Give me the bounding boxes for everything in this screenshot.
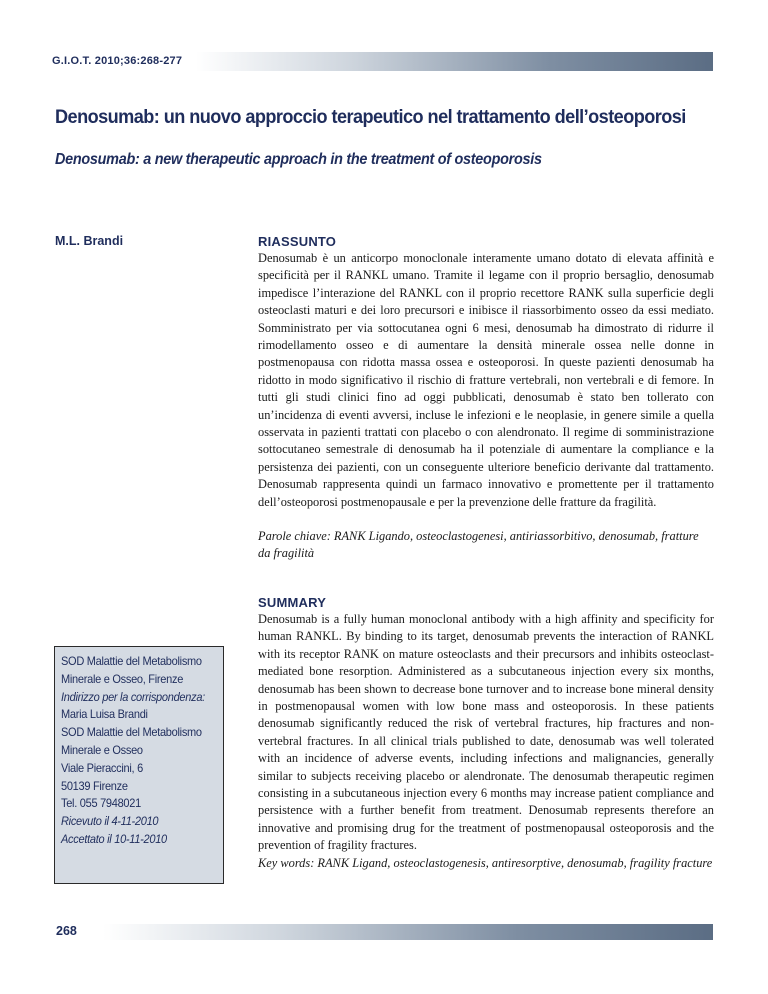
correspondence-street: Viale Pieraccini, 6 (61, 761, 143, 775)
received-date: Ricevuto il 4-11-2010 (61, 815, 159, 829)
correspondence-box (54, 646, 224, 884)
correspondence-dept: SOD Malattie del Metabolismo (61, 726, 202, 740)
riassunto-text: Denosumab è un anticorpo monoclonale interamente umano dotato di elevata affinità e specificità per il RANKL umano. Tramite il legame con il proprio bersaglio, denosumab impedisce l’interazione del RANKL con il proprio recettore RANK sulla superficie degli osteoclasti maturi e dei loro precursori e inibisce il riassorbimento osseo da essi mediato. Somministrato per via sottocutanea ogni 6 mesi, denosumab ha dimostrato di ridurre il rimodellamento osseo e di aumentare la densità minerale ossea nelle donne in postmenopausa con ridotta massa ossea e osteoporosi. In queste pazienti denosumab ha ridotto in modo significativo il rischio di fratture vertebrali, non vertebrali e di femore. In tutti gli studi clinici fino ad oggi pubblicati, denosumab è stato ben tollerato con un’incidenza di eventi avversi, incluse le infezioni e le neoplasie, in genere simile a quella osservata in pazienti trattati con placebo o con alendronato. Il regime di somministrazione sottocutaneo semestrale di denosumab ha il potenziale di aumentare la compliance e la persistenza dei pazienti, con un conseguente ulteriore beneficio derivante dal trattamento. Denosumab rappresenta quindi un farmaco innovativo e promettente per il trattamento dell’osteoporosi postmenopausale e per la prevenzione delle fratture da fragilità. (258, 251, 714, 509)
affiliation-line: Minerale e Osseo, Firenze (61, 672, 184, 686)
correspondence-label: Indirizzo per la corrispondenza: (61, 690, 205, 704)
summary-keywords: Key words: RANK Ligand, osteoclastogenesis, antiresorptive, denosumab, fragility fracture (258, 856, 713, 870)
author: M.L. Brandi (55, 234, 124, 248)
correspondence-name: Maria Luisa Brandi (61, 708, 148, 722)
page-number: 268 (56, 924, 77, 938)
article-title: Denosumab: un nuovo approccio terapeutico nel trattamento dell’osteoporosi (55, 106, 686, 128)
accepted-date: Accettato il 10-11-2010 (61, 832, 167, 846)
article-subtitle: Denosumab: a new therapeutic approach in the treatment of osteoporosis (55, 151, 542, 168)
journal-reference: G.I.O.T. 2010;36:268-277 (52, 55, 183, 67)
riassunto-keywords: Parole chiave: RANK Ligando, osteoclastogenesi, antiriassorbitivo, denosumab, fratture da fragilità (258, 529, 699, 561)
footer-bar (50, 924, 713, 940)
riassunto-heading: RIASSUNTO (258, 234, 337, 249)
correspondence-city: 50139 Firenze (61, 779, 128, 793)
correspondence-phone: Tel. 055 7948021 (61, 797, 141, 811)
affiliation-line: SOD Malattie del Metabolismo (61, 655, 202, 668)
summary-text: Denosumab is a fully human monoclonal antibody with a high affinity and specificity for human RANKL. By binding to its target, denosumab prevents the interaction of RANKL with its receptor RANK on mature osteoclasts and their precursors and inhibits osteoclast-mediated bone resorption. Administered as a subcutaneous injection every six months, denosumab has been shown to decrease bone turnover and to increase bone mineral density in postmenopausal women with low bone mass and osteoporosis. In these patients denosumab significantly reduced the risk of vertebral fractures, hip fractures and non-vertebral fractures. In all clinical trials published to date, denosumab was well tolerated with an incidence of adverse events, including infections and malignancies, generally similar to subjects receiving placebo or alendronate. The denosumab therapeutic regimen consisting in a subcutaneous injection every 6 months may increase patient compliance and persistence with a further benefit from treatment. Denosumab represents therefore an innovative and promising drug for the treatment of postmenopausal osteoporosis and the prevention of fragility fractures. (258, 612, 714, 853)
summary-heading: SUMMARY (258, 595, 327, 610)
correspondence-dept: Minerale e Osseo (61, 743, 143, 757)
